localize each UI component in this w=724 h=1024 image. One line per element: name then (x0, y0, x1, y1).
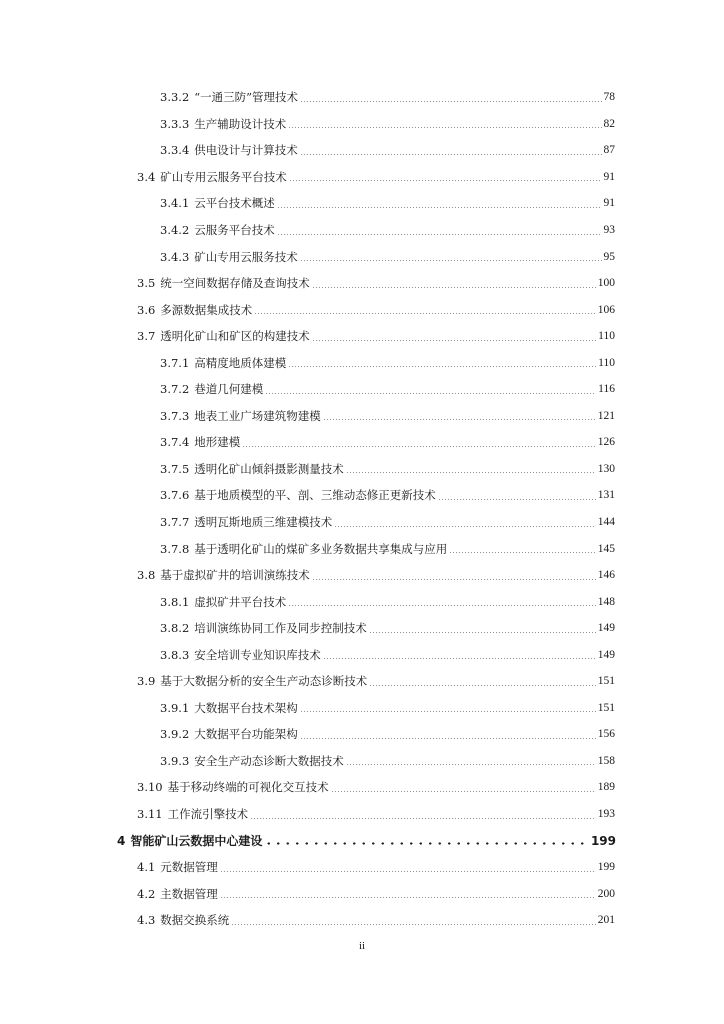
toc-entry-number: 3.8.1 (160, 594, 190, 609)
toc-entry-page: 130 (597, 462, 615, 475)
toc-entry[interactable] (0, 111, 724, 138)
toc-entry-number: 3.7.2 (160, 382, 190, 397)
toc-entry[interactable] (0, 270, 724, 297)
toc-entry-page: 149 (597, 622, 615, 635)
toc-entry-title: 安全生产动态诊断大数据技术 (194, 753, 344, 768)
toc-entry-title: 云服务平台技术 (194, 223, 275, 237)
toc-entry-number: 3.4.3 (160, 249, 190, 264)
toc-dot-leader (254, 313, 595, 314)
toc-entry-page: 199 (590, 833, 616, 848)
toc-entry-page: 189 (597, 781, 615, 794)
toc-entry-page: 156 (597, 728, 615, 741)
toc-entry-title: 主数据管理 (160, 886, 218, 901)
toc-entry-page: 91 (603, 197, 615, 210)
toc-entry-number: 3.10 (137, 780, 163, 795)
toc-entry[interactable] (0, 403, 724, 430)
toc-dot-leader (346, 764, 596, 765)
toc-entry[interactable] (0, 243, 724, 270)
toc-dot-leader (334, 526, 595, 527)
toc-dot-leader (288, 605, 595, 606)
toc-entry-number: 3.8 (137, 568, 156, 583)
toc-entry[interactable] (0, 801, 724, 828)
toc-entry-number: 3.3.3 (160, 116, 190, 131)
toc-entry-page: 110 (598, 356, 615, 369)
toc-entry-number: 3.9.3 (160, 753, 190, 768)
toc-dot-leader (438, 499, 596, 500)
toc-entry-page: 95 (603, 250, 615, 263)
toc-entry-number: 4.1 (137, 860, 156, 875)
toc-entry-page: 149 (597, 648, 615, 661)
toc-entry-title: 透明化矿山倾斜摄影测量技术 (194, 461, 344, 476)
toc-dot-leader (300, 738, 596, 739)
toc-entry-page: 106 (597, 303, 615, 316)
toc-entry-number: 3.7.8 (160, 541, 190, 556)
toc-entry-title: 矿山专用云服务技术 (194, 249, 298, 264)
toc-dot-leader (300, 260, 602, 261)
toc-entry-number: 3.6 (137, 302, 156, 317)
toc-dot-leader (449, 552, 595, 553)
table-of-contents (0, 84, 724, 934)
toc-entry-title: 生产辅助设计技术 (194, 116, 287, 131)
toc-entry[interactable] (0, 217, 724, 244)
toc-entry-title: 大数据平台功能架构 (194, 727, 298, 742)
toc-entry-title: 透明瓦斯地质三维建模技术 (194, 515, 333, 530)
toc-entry-number: 4.3 (137, 913, 156, 928)
toc-entry[interactable] (0, 190, 724, 217)
toc-entry[interactable] (0, 349, 724, 376)
toc-entry-page: 200 (597, 887, 615, 900)
toc-entry-title: 基于移动终端的可视化交互技术 (167, 780, 329, 795)
page-number-footer: ii (358, 940, 366, 952)
toc-dot-leader (265, 393, 596, 394)
toc-dot-leader (312, 579, 596, 580)
toc-entry-title: 基于虚拟矿井的培训演练技术 (160, 568, 310, 583)
toc-entry-page: 145 (597, 542, 615, 555)
toc-entry-title: 培训演练协同工作及同步控制技术 (194, 621, 367, 636)
toc-entry-title: 高精度地质体建模 (194, 355, 287, 370)
toc-dot-leader (312, 287, 596, 288)
toc-entry-title: 云平台技术概述 (194, 196, 275, 211)
toc-entry[interactable] (0, 695, 724, 722)
toc-entry[interactable] (0, 668, 724, 695)
toc-dot-leader (277, 207, 602, 208)
toc-entry-title: 安全培训专业知识库技术 (194, 647, 321, 662)
toc-entry-title: 透明化矿山和矿区的构建技术 (160, 329, 310, 344)
toc-entry-page: 199 (597, 861, 615, 874)
toc-entry-number: 3.7.5 (160, 461, 190, 476)
toc-entry-page: 144 (597, 516, 615, 529)
toc-entry-title: 巷道几何建模 (194, 382, 264, 397)
toc-entry-number: 4.2 (137, 886, 156, 901)
toc-entry-number: 3.7.6 (160, 488, 190, 503)
toc-entry-number: 3.8.2 (160, 621, 190, 636)
toc-entry-page: 121 (597, 409, 615, 422)
toc-entry-number: 3.7.7 (160, 515, 190, 530)
toc-dot-leader (250, 818, 596, 819)
toc-entry-title: 基于地质模型的平、剖、三维动态修正更新技术 (194, 488, 436, 503)
toc-entry-title: 基于透明化矿山的煤矿多业务数据共享集成与应用 (194, 541, 448, 556)
toc-dot-leader (289, 180, 602, 181)
toc-entry-page: 100 (597, 277, 615, 290)
toc-entry-title: “一通三防”管理技术 (194, 90, 299, 105)
toc-entry[interactable] (0, 774, 724, 801)
toc-dot-leader (323, 419, 596, 420)
toc-entry-page: 110 (598, 330, 615, 343)
toc-entry-title: 多源数据集成技术 (160, 302, 253, 317)
toc-entry[interactable] (0, 482, 724, 509)
toc-entry[interactable] (0, 323, 724, 350)
toc-entry[interactable] (0, 588, 724, 615)
toc-entry-page: 91 (603, 170, 615, 183)
toc-entry-number: 3.11 (137, 807, 163, 822)
toc-entry-page: 201 (597, 914, 615, 927)
toc-dot-leader (346, 472, 596, 473)
toc-entry[interactable] (0, 509, 724, 536)
toc-entry-number: 3.9 (137, 674, 156, 689)
toc-entry-number: 3.9.1 (160, 700, 190, 715)
toc-entry-title: 供电设计与计算技术 (194, 143, 298, 158)
toc-entry-page: 146 (597, 569, 615, 582)
toc-entry[interactable] (0, 615, 724, 642)
toc-entry-number: 3.7.3 (160, 408, 190, 423)
toc-entry-number: 3.3.4 (160, 143, 190, 158)
toc-entry-number: 3.4 (137, 169, 156, 184)
toc-entry-page: 151 (597, 675, 615, 688)
toc-entry-title: 元数据管理 (160, 860, 218, 875)
toc-entry-number: 3.7.1 (160, 355, 190, 370)
toc-entry-page: 131 (597, 489, 615, 502)
toc-dot-leader (312, 340, 596, 341)
toc-entry-number: 3.5 (137, 276, 156, 291)
toc-entry-number: 3.4.1 (160, 196, 190, 211)
toc-entry[interactable] (0, 137, 724, 164)
toc-entry-number: 3.8.3 (160, 647, 190, 662)
toc-entry[interactable] (0, 376, 724, 403)
toc-entry-page: 116 (598, 383, 615, 396)
toc-entry[interactable] (0, 880, 724, 907)
toc-entry-page: 193 (597, 808, 615, 821)
toc-entry-number: 3.7 (137, 329, 156, 344)
toc-dot-leader (242, 446, 595, 447)
toc-entry-number: 3.7.4 (160, 435, 190, 450)
toc-entry-page: 151 (597, 701, 615, 714)
toc-entry[interactable] (0, 429, 724, 456)
toc-entry[interactable] (0, 641, 724, 668)
toc-entry[interactable] (0, 907, 724, 934)
toc-entry-title: 地形建模 (194, 435, 241, 450)
toc-entry-page: 93 (603, 224, 615, 236)
toc-entry[interactable] (0, 854, 724, 881)
toc-entry-page: 87 (603, 144, 615, 157)
toc-dot-leader (277, 234, 602, 235)
toc-entry[interactable] (0, 748, 724, 775)
toc-dot-leader (300, 101, 601, 102)
toc-entry-page: 126 (597, 436, 615, 449)
toc-entry-title: 地表工业广场建筑物建模 (194, 408, 321, 423)
toc-entry-title: 工作流引擎技术 (167, 807, 249, 822)
toc-entry[interactable] (0, 164, 724, 191)
toc-dot-leader (231, 924, 595, 925)
toc-entry[interactable] (0, 827, 724, 854)
toc-dot-leader (264, 842, 589, 845)
toc-entry-page: 82 (603, 117, 615, 130)
toc-entry-title: 虚拟矿井平台技术 (194, 594, 287, 609)
toc-entry-title: 矿山专用云服务平台技术 (160, 169, 287, 184)
toc-dot-leader (323, 658, 596, 659)
toc-entry-page: 148 (597, 595, 615, 608)
toc-entry[interactable] (0, 562, 724, 589)
toc-entry-title: 智能矿山云数据中心建设 (130, 834, 263, 849)
toc-dot-leader (300, 711, 596, 712)
toc-entry-title: 基于大数据分析的安全生产动态诊断技术 (160, 674, 368, 689)
toc-entry-title: 数据交换系统 (160, 913, 230, 928)
toc-entry[interactable] (0, 296, 724, 323)
toc-entry-title: 大数据平台技术架构 (194, 700, 298, 715)
toc-dot-leader (300, 154, 602, 155)
toc-dot-leader (369, 685, 595, 686)
toc-dot-leader (331, 791, 596, 792)
toc-entry-number: 3.4.2 (160, 223, 190, 237)
toc-entry[interactable] (0, 535, 724, 562)
toc-dot-leader (220, 871, 596, 872)
toc-dot-leader (220, 897, 596, 898)
toc-entry-title: 统一空间数据存储及查询技术 (160, 276, 310, 291)
toc-entry-number: 4 (117, 833, 126, 848)
toc-entry[interactable] (0, 456, 724, 483)
toc-entry[interactable] (0, 721, 724, 748)
toc-entry-page: 78 (603, 91, 615, 104)
toc-dot-leader (288, 127, 601, 128)
toc-entry-number: 3.3.2 (160, 90, 190, 105)
toc-entry-number: 3.9.2 (160, 727, 190, 742)
toc-entry[interactable] (0, 84, 724, 111)
toc-entry-page: 158 (597, 754, 615, 767)
toc-dot-leader (288, 366, 596, 367)
toc-dot-leader (369, 632, 596, 633)
